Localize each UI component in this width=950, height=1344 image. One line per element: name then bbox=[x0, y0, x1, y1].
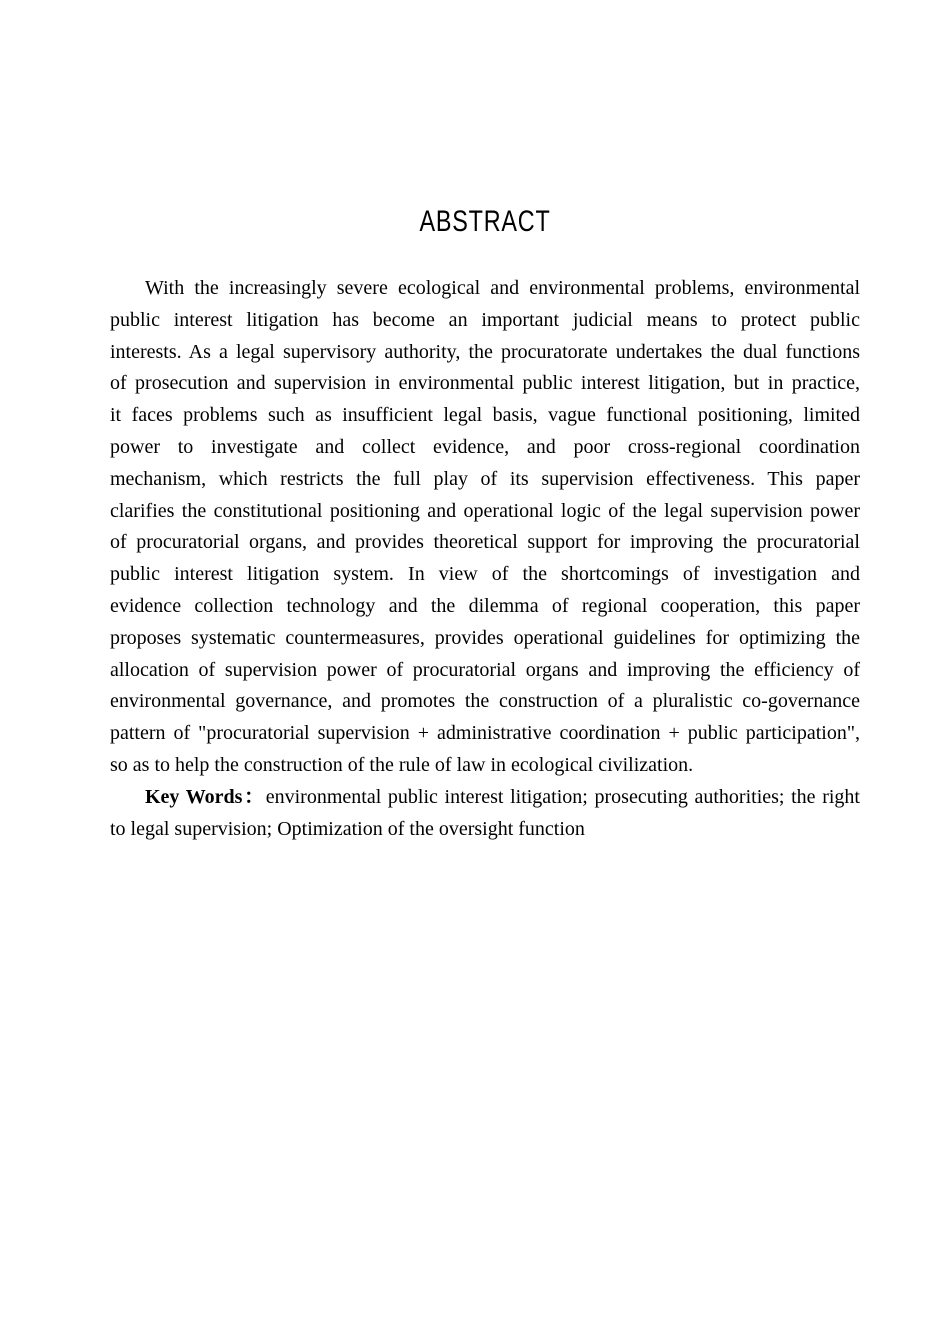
abstract-line: interests. As a legal supervisory authority, the procuratorate undertakes the dual functions bbox=[110, 340, 860, 363]
abstract-line: allocation of supervision power of procuratorial organs and improving the efficiency of bbox=[110, 658, 860, 681]
keywords-line-1 bbox=[110, 782, 860, 814]
abstract-line: of prosecution and supervision in environmental public interest litigation, but in practice, bbox=[110, 372, 860, 395]
abstract-line: environmental governance, and promotes the construction of a pluralistic co-governance bbox=[110, 690, 860, 713]
page-title-row bbox=[110, 0, 860, 238]
abstract-line: pattern of "procuratorial supervision + administrative coordination + public participation", bbox=[110, 722, 860, 745]
keywords-line-2: to legal supervision; Optimization of the oversight function bbox=[110, 817, 585, 840]
abstract-line: clarifies the constitutional positioning and operational logic of the legal supervision power bbox=[110, 499, 860, 522]
abstract-line: public interest litigation system. In view of the shortcomings of investigation and bbox=[110, 563, 860, 586]
page-title: ABSTRACT bbox=[419, 205, 551, 238]
abstract-line: With the increasingly severe ecological and environmental problems, environmental bbox=[145, 277, 860, 299]
abstract-paragraph bbox=[110, 273, 860, 845]
abstract-line: proposes systematic countermeasures, provides operational guidelines for optimizing the bbox=[110, 626, 860, 649]
abstract-line: so as to help the construction of the rule of law in ecological civilization. bbox=[110, 753, 694, 776]
keywords-label: Key Words： bbox=[145, 785, 266, 808]
abstract-line: evidence collection technology and the dilemma of regional cooperation, this paper bbox=[110, 594, 860, 617]
abstract-line: it faces problems such as insufficient legal basis, vague functional positioning, limited bbox=[110, 404, 860, 427]
abstract-line: mechanism, which restricts the full play of its supervision effectiveness. This paper bbox=[110, 467, 860, 490]
abstract-line: public interest litigation has become an important judicial means to protect public bbox=[110, 308, 860, 331]
keywords-text: environmental public interest litigation; prosecuting authorities; the right bbox=[265, 785, 860, 808]
abstract-line: of procuratorial organs, and provides theoretical support for improving the procuratorial bbox=[110, 531, 860, 554]
abstract-line: power to investigate and collect evidence, and poor cross-regional coordination bbox=[110, 435, 860, 458]
